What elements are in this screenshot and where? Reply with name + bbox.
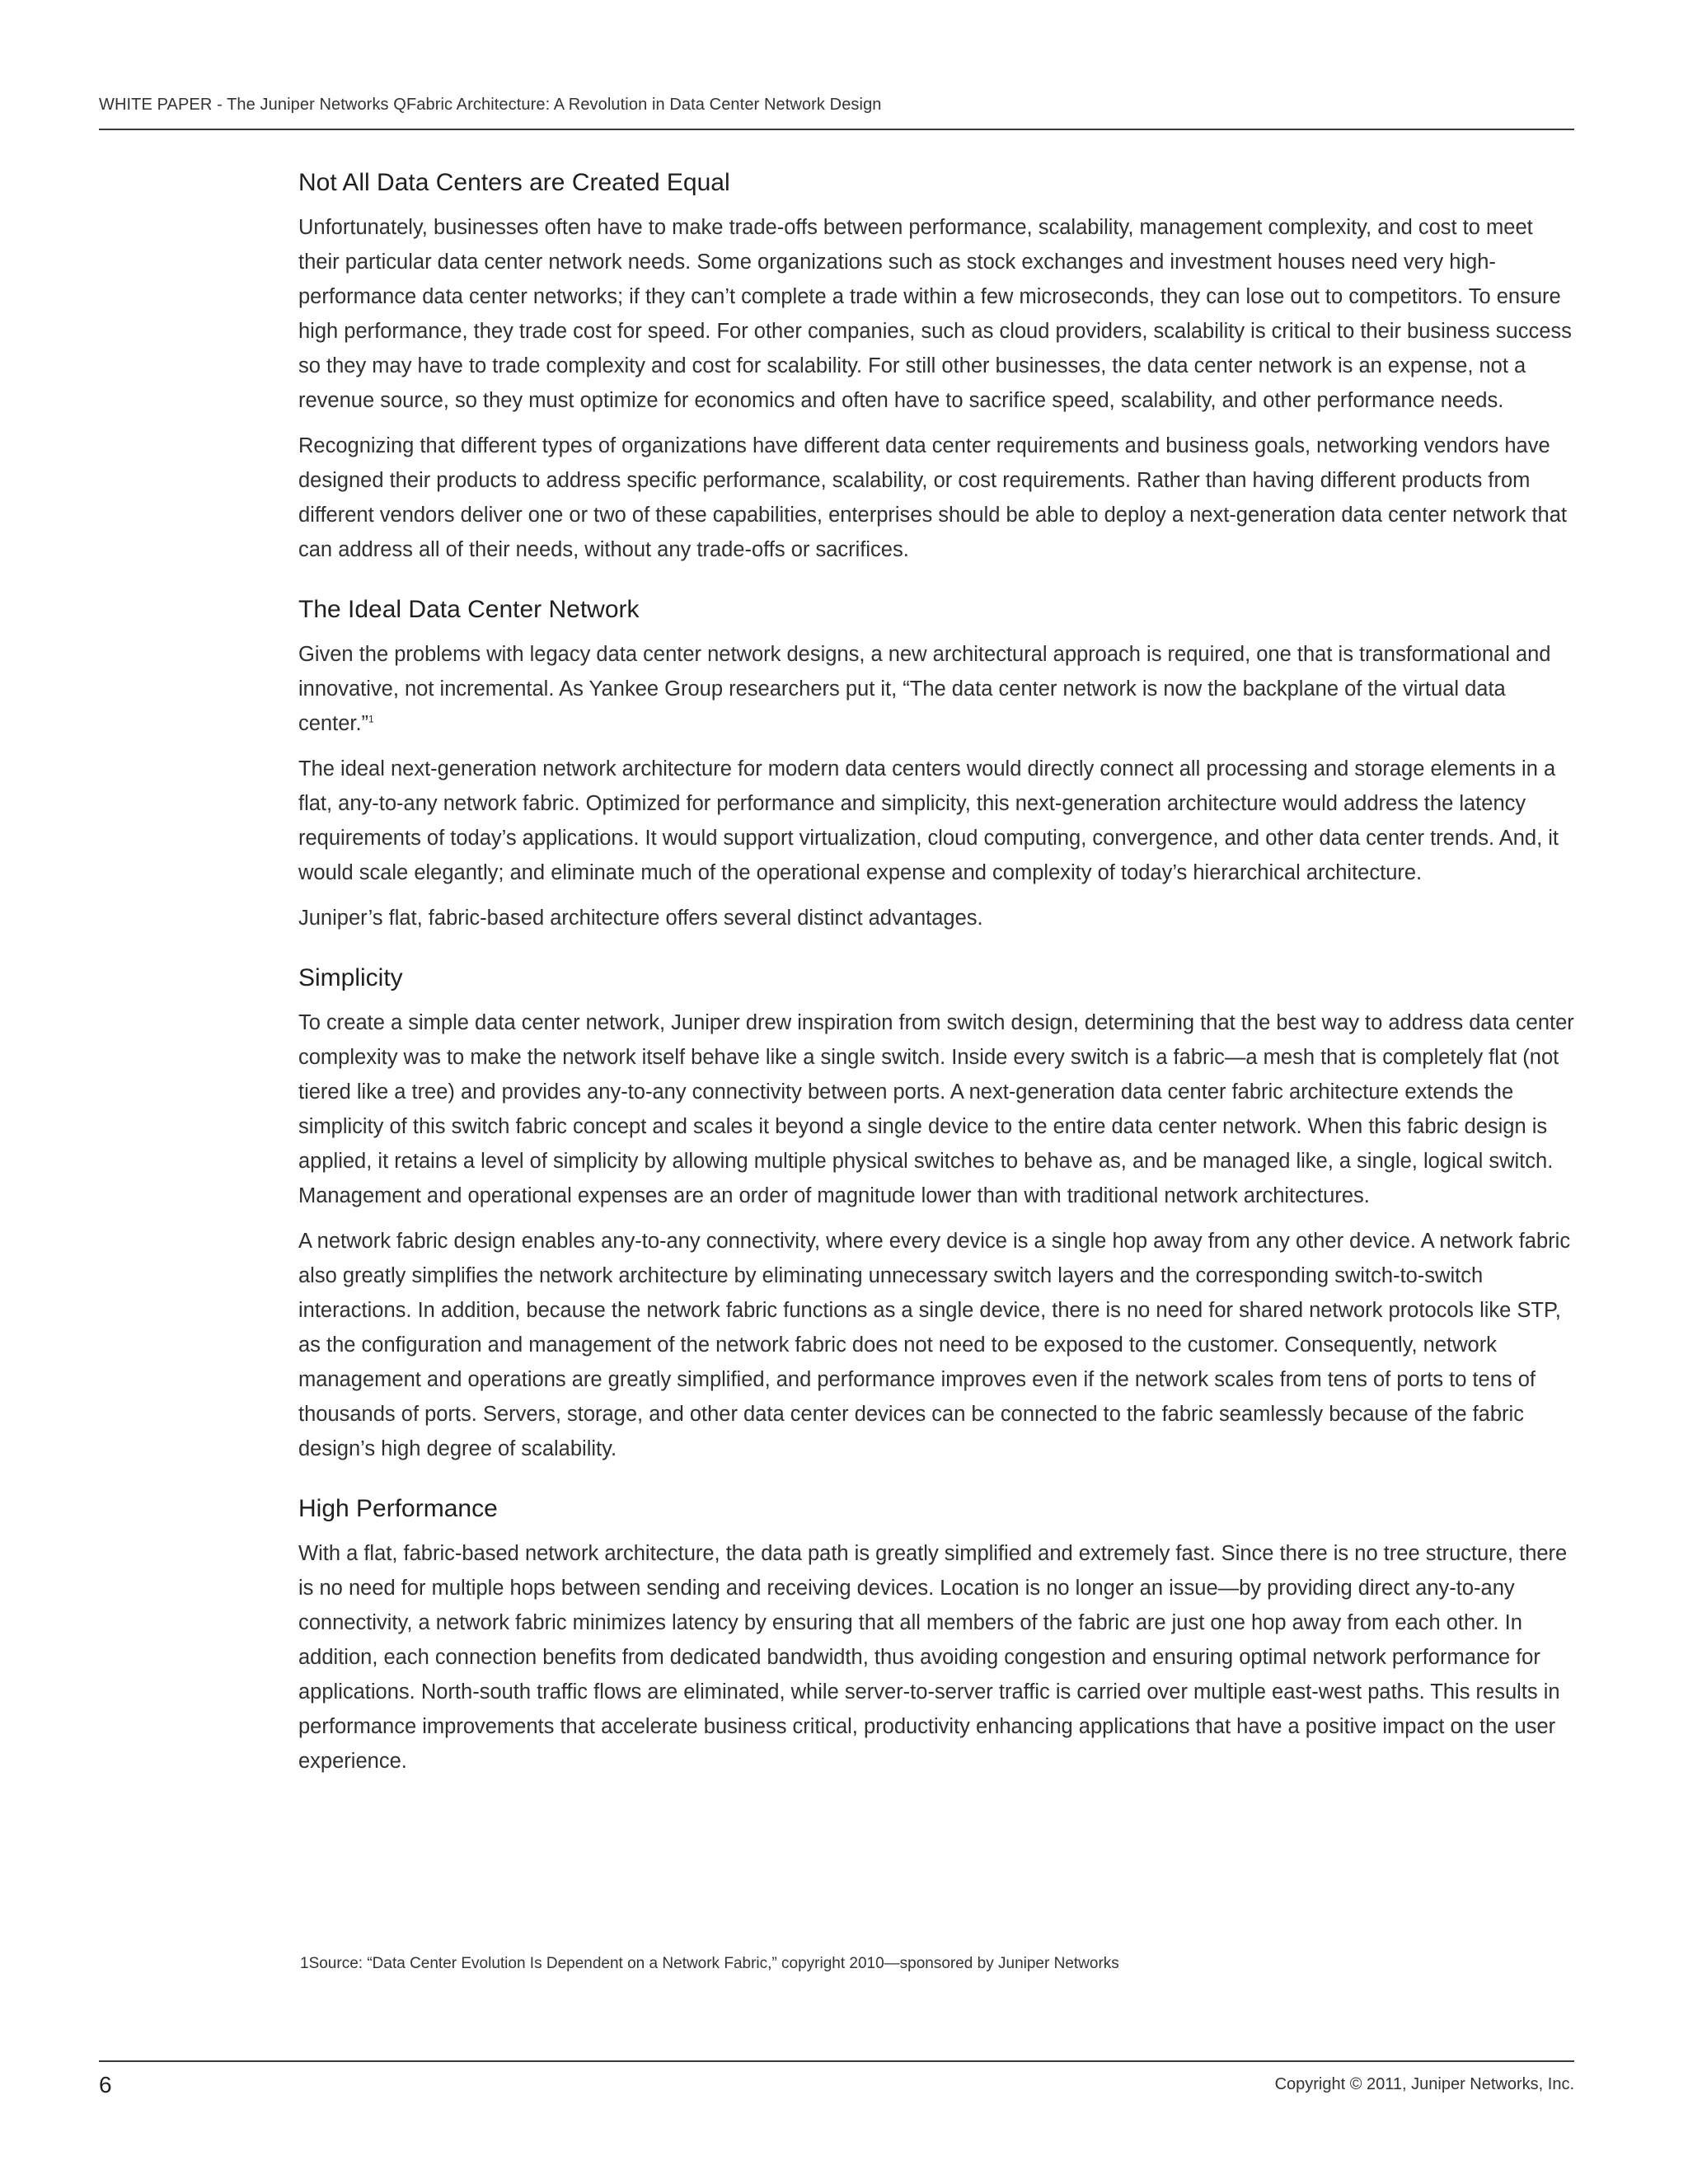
main-content [298,165,1574,1803]
paragraph: Unfortunately, businesses often have to make trade-offs between performance, scalability, management complexity, and cost to meet their particular data center network needs. Some organizations such as stock exchanges and investment houses need very high-performance data center networks; if they can’t complete a trade within a few microseconds, they can lose out to competitors. To ensure high performance, they trade cost for speed. For other companies, such as cloud providers, scalability is critical to their business success so they may have to trade complexity and cost for scalability. For still other businesses, the data center network is an expense, not a revenue source, so they must optimize for economics and often have to sacrifice speed, scalability, and other performance needs. [298,216,1572,412]
page-header [99,92,1574,130]
section-simplicity [298,960,1574,1466]
section-heading: High Performance [298,1495,498,1522]
section-heading: Not All Data Centers are Created Equal [298,169,730,196]
section-heading: The Ideal Data Center Network [298,596,640,623]
paragraph: The ideal next-generation network architecture for modern data centers would directly connect all processing and storage elements in a flat, any-to-any network fabric. Optimized for performance and simplicity, this next-generation architecture would address the latency requirements of today’s applications. It would support virtualization, cloud computing, convergence, and other data center trends. And, it would scale elegantly; and eliminate much of the operational expense and complexity of today’s hierarchical architecture. [298,757,1559,884]
footnote-reference: 1 [368,713,374,725]
paragraph: Recognizing that different types of organizations have different data center requirements and business goals, networking vendors have designed their products to address specific performance, scalability, or cost requirements. Rather than having different products from different vendors deliver one or two of these capabilities, enterprises should be able to deploy a next-generation data center network that can address all of their needs, without any trade-offs or sacrifices. [298,434,1567,561]
paragraph: To create a simple data center network, Juniper drew inspiration from switch design, determining that the best way to address data center complexity was to make the network itself behave like a single switch. Inside every switch is a fabric—a mesh that is completely flat (not tiered like a tree) and provides any-to-any connectivity between ports. A next-generation data center fabric architecture extends the simplicity of this switch fabric concept and scales it beyond a single device to the entire data center network. When this fabric design is applied, it retains a level of simplicity by allowing multiple physical switches to behave as, and be managed like, a single, logical switch. Management and operational expenses are an order of magnitude lower than with traditional network architectures. [298,1011,1574,1207]
footnote: 1Source: “Data Center Evolution Is Dependent on a Network Fabric,” copyright 2010—sponsored by Juniper Networks [300,1955,1119,1972]
section-ideal-data-center-network [298,592,1574,935]
paragraph: A network fabric design enables any-to-any connectivity, where every device is a single hop away from any other device. A network fabric also greatly simplifies the network architecture by eliminating unnecessary switch layers and the corresponding switch-to-switch interactions. In addition, because the network fabric functions as a single device, there is no need for shared network protocols like STP, as the configuration and management of the network fabric does not need to be exposed to the customer. Consequently, network management and operations are greatly simplified, and performance improves even if the network scales from tens of ports to tens of thousands of ports. Servers, storage, and other data center devices can be connected to the fabric seamlessly because of the fabric design’s high degree of scalability. [298,1230,1571,1460]
page-footer [99,2060,1574,2111]
paragraph: With a flat, fabric-based network architecture, the data path is greatly simplified and extremely fast. Since there is no tree structure, there is no need for multiple hops between sending and receiving devices. Location is no longer an issue—by providing direct any-to-any connectivity, a network fabric minimizes latency by ensuring that all members of the fabric are just one hop away from each other. In addition, each connection benefits from dedicated bandwidth, thus avoiding congestion and ensuring optimal network performance for applications. North-south traffic flows are eliminated, while server-to-server traffic is carried over multiple east-west paths. This results in performance improvements that accelerate business critical, productivity enhancing applications that have a positive impact on the user experience. [298,1542,1568,1773]
section-heading: Simplicity [298,964,403,991]
section-high-performance [298,1491,1574,1779]
page-number: 6 [99,2072,112,2097]
paragraph-text: Given the problems with legacy data center network designs, a new architectural approach is required, one that is transformational and innovative, not incremental. As Yankee Group researchers put it, “The data center network is now the backplane of the virtual data center.” [298,643,1551,735]
header-title: WHITE PAPER - The Juniper Networks QFabric Architecture: A Revolution in Data Center Network Design [99,96,882,114]
section-not-all-data-centers [298,165,1574,567]
copyright-notice: Copyright © 2011, Juniper Networks, Inc. [1274,2075,1574,2093]
paragraph-with-footnote [298,637,1574,741]
paragraph: Juniper’s flat, fabric-based architecture offers several distinct advantages. [298,907,983,930]
